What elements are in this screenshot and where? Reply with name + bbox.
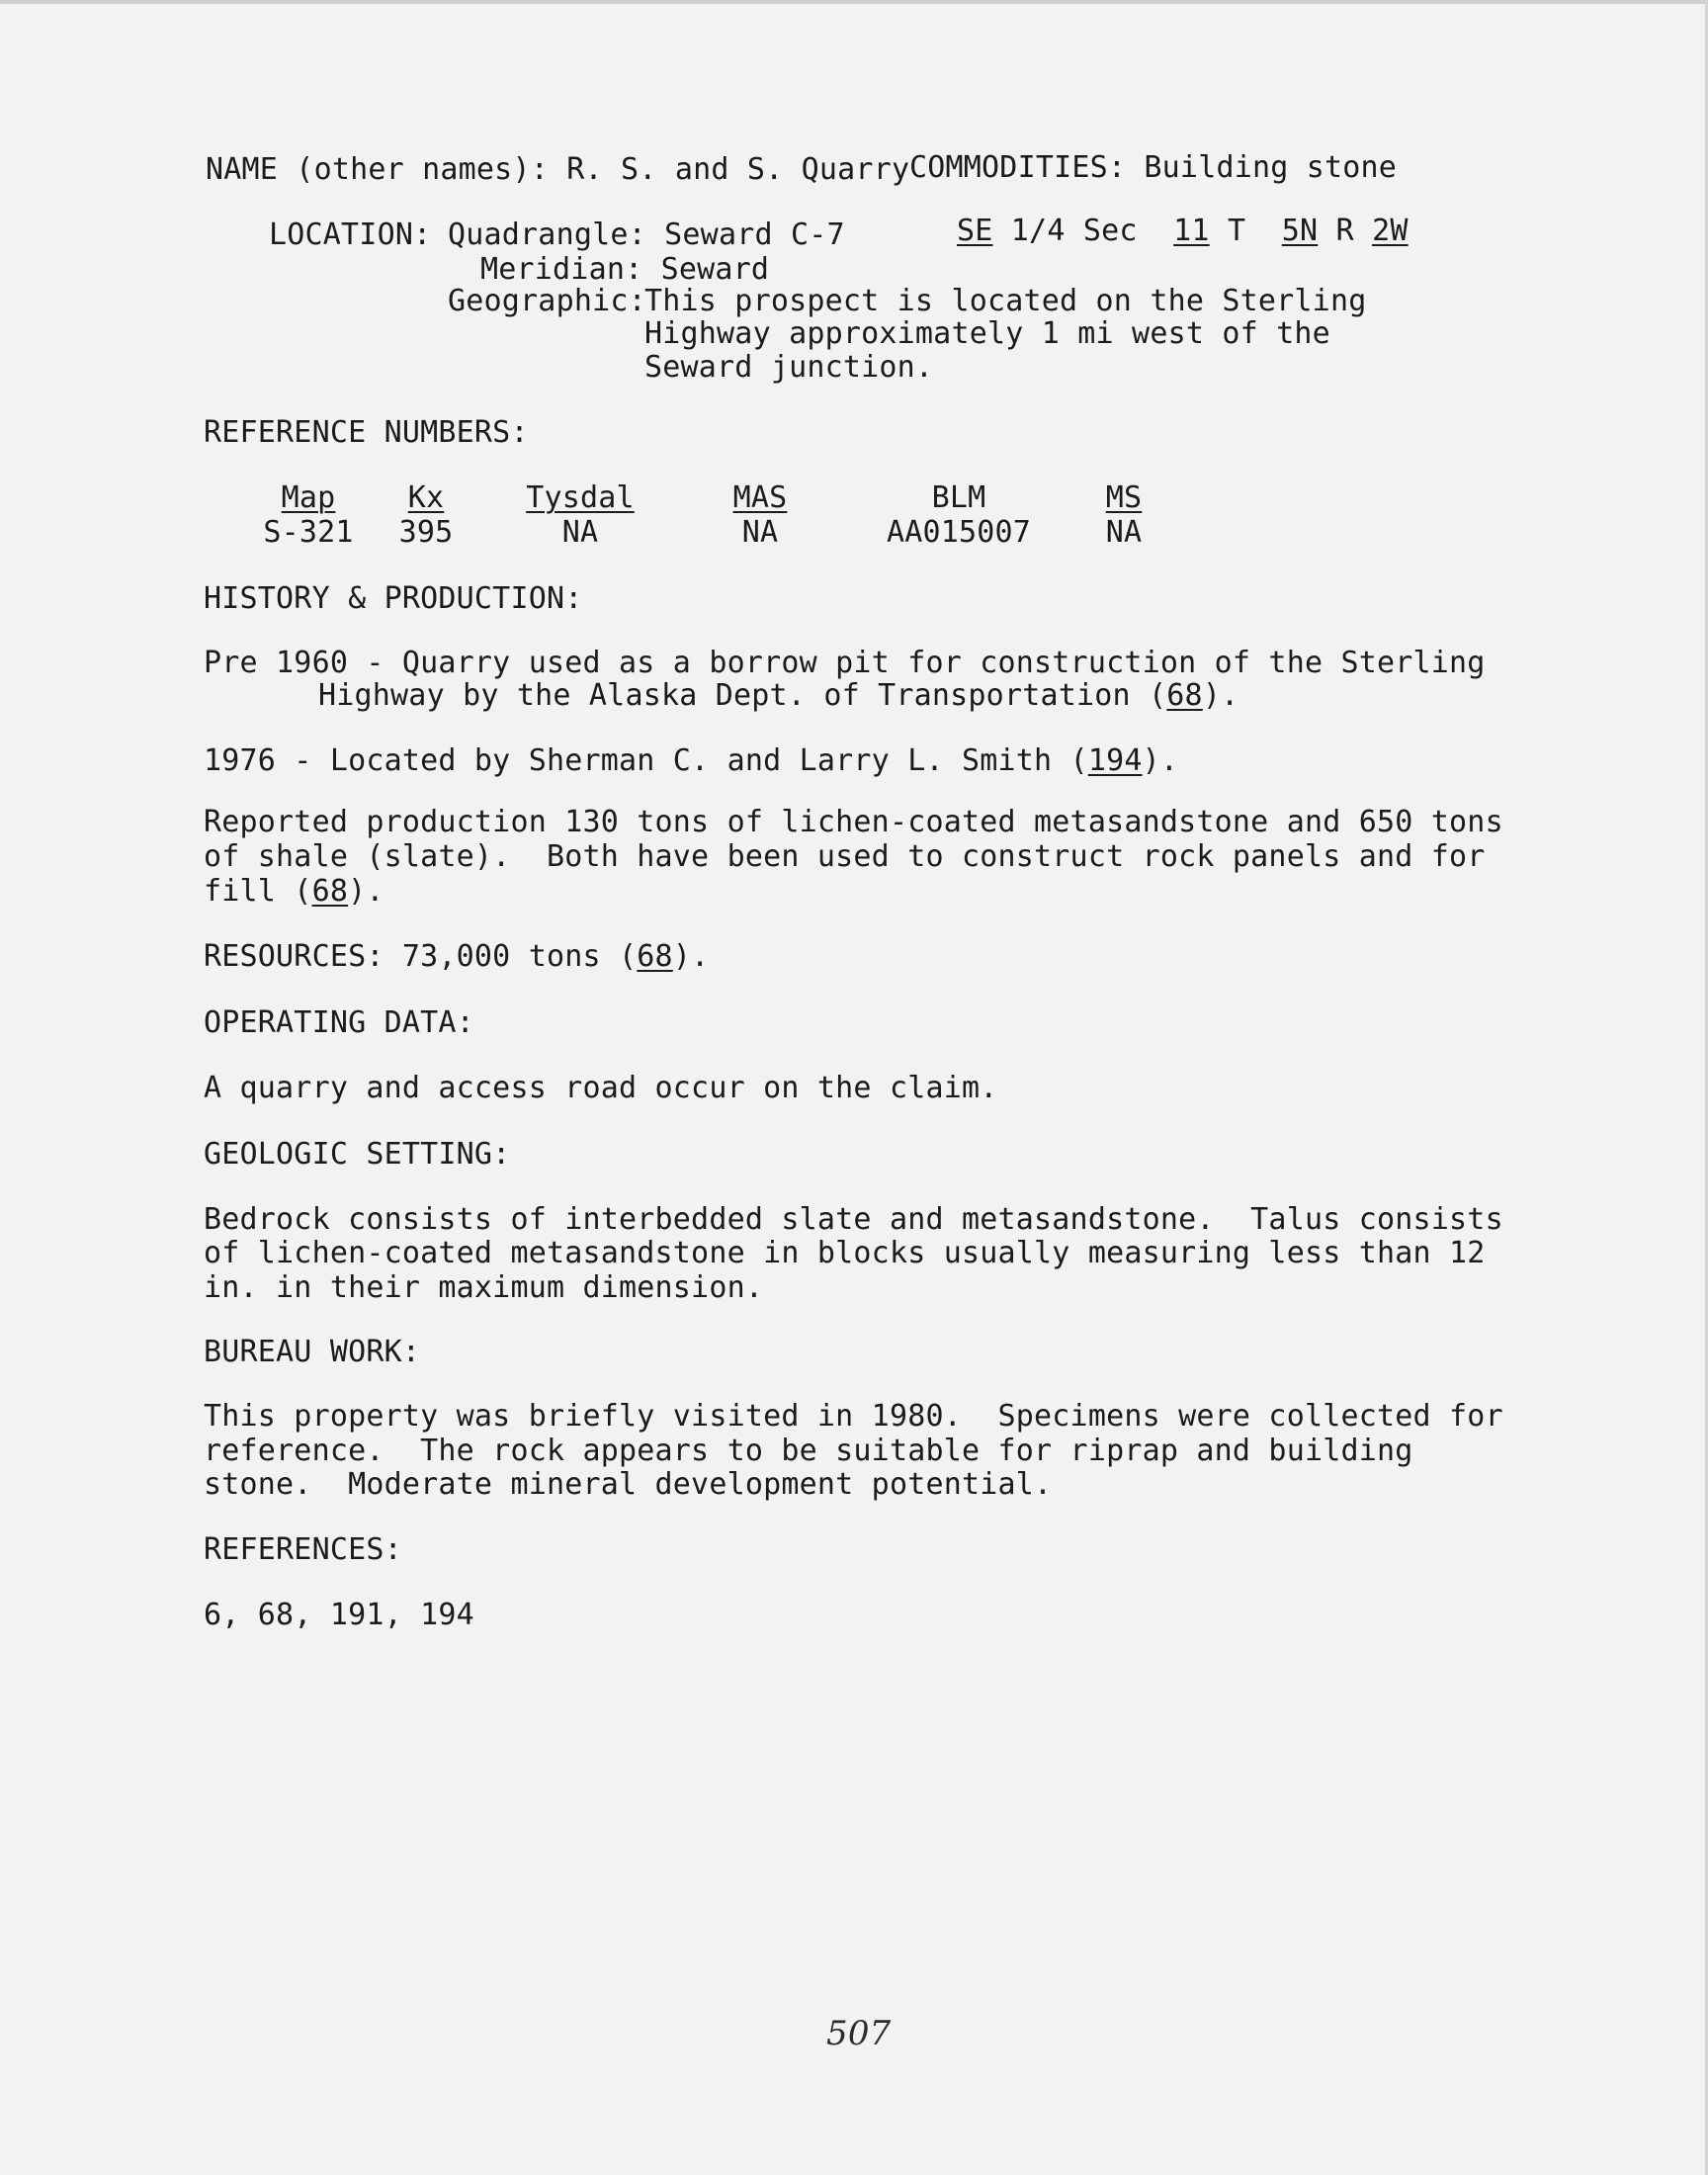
geologic-line-2: of lichen-coated metasandstone in blocks usually measuring less than 12 bbox=[204, 1236, 1486, 1270]
ref-col-blm bbox=[878, 480, 1040, 550]
operating-heading: OPERATING DATA: bbox=[204, 1005, 474, 1040]
scan-edge-top bbox=[0, 0, 1708, 4]
geographic-label: Geographic: bbox=[448, 284, 646, 318]
geologic-line-3: in. in their maximum dimension. bbox=[204, 1270, 764, 1305]
ref-col-value: 395 bbox=[398, 515, 454, 550]
ref-col-ms bbox=[1089, 480, 1158, 550]
ref-col-tysdal bbox=[520, 480, 640, 550]
commodities-label: COMMODITIES: bbox=[909, 150, 1127, 185]
ref-col-header: Kx bbox=[407, 480, 445, 515]
history-p3-text: fill ( bbox=[204, 874, 312, 909]
history-p2-text: 1976 - Located by Sherman C. and Larry L. Smith ( bbox=[204, 743, 1088, 778]
ref-col-header: Map bbox=[281, 480, 336, 515]
ref-col-value: NA bbox=[561, 515, 599, 550]
resources-line bbox=[204, 939, 709, 974]
bureau-heading: BUREAU WORK: bbox=[204, 1335, 421, 1369]
bureau-line-2: reference. The rock appears to be suitable for riprap and building bbox=[204, 1434, 1413, 1468]
reference-numbers-heading: REFERENCE NUMBERS: bbox=[204, 415, 529, 450]
history-heading: HISTORY & PRODUCTION: bbox=[204, 581, 583, 616]
geographic-line-1: This prospect is located on the Sterling bbox=[644, 284, 1367, 318]
geologic-line-1: Bedrock consists of interbedded slate and metasandstone. Talus consists bbox=[204, 1202, 1503, 1237]
geologic-heading: GEOLOGIC SETTING: bbox=[204, 1137, 511, 1172]
ref-col-value: AA015007 bbox=[886, 515, 1032, 550]
geographic-line-3: Seward junction. bbox=[644, 350, 934, 385]
meridian-value: Seward bbox=[660, 252, 770, 287]
meridian-line bbox=[480, 252, 769, 287]
ref-col-mas bbox=[720, 480, 801, 550]
range-label: R bbox=[1335, 214, 1354, 248]
name-line bbox=[206, 152, 909, 187]
ref-col-kx bbox=[382, 480, 470, 550]
history-p1-ref: 68 bbox=[1166, 678, 1203, 713]
history-p1-text: Highway by the Alaska Dept. of Transportation ( bbox=[318, 678, 1167, 713]
quadrangle-value: Seward C-7 bbox=[664, 218, 845, 252]
references-heading: REFERENCES: bbox=[204, 1532, 402, 1567]
quadrangle-line bbox=[448, 218, 845, 252]
references-text: 6, 68, 191, 194 bbox=[204, 1598, 474, 1632]
bureau-line-3: stone. Moderate mineral development potential. bbox=[204, 1467, 1053, 1502]
history-p1-line-2 bbox=[318, 678, 1238, 713]
section-value: 11 bbox=[1173, 214, 1210, 248]
operating-text: A quarry and access road occur on the claim. bbox=[204, 1071, 998, 1105]
ref-col-header: MS bbox=[1105, 480, 1143, 515]
name-value: R. S. and S. Quarry bbox=[566, 152, 910, 187]
bureau-line-1: This property was briefly visited in 1980. Specimens were collected for bbox=[204, 1399, 1503, 1434]
meridian-label: Meridian: bbox=[480, 252, 643, 287]
resources-ref: 68 bbox=[637, 939, 673, 974]
commodities-value: Building stone bbox=[1144, 150, 1398, 185]
history-p3-end: ). bbox=[348, 874, 384, 909]
ref-col-map bbox=[259, 480, 358, 550]
history-p1-end: ). bbox=[1202, 678, 1239, 713]
township-label: T bbox=[1227, 214, 1246, 248]
range-value: 2W bbox=[1372, 214, 1409, 248]
history-p2-ref: 194 bbox=[1087, 743, 1143, 778]
commodities-line bbox=[909, 150, 1397, 185]
ref-col-header: Tysdal bbox=[526, 480, 635, 515]
history-p3-line-1: Reported production 130 tons of lichen-coated metasandstone and 650 tons bbox=[204, 805, 1503, 839]
history-p3-line-2: of shale (slate). Both have been used to construct rock panels and for bbox=[204, 839, 1486, 874]
history-p3-ref: 68 bbox=[311, 874, 349, 909]
ref-col-header: MAS bbox=[732, 480, 788, 515]
history-p3-line-3 bbox=[204, 874, 384, 909]
resources-end: ). bbox=[672, 939, 710, 974]
quarter-value: SE bbox=[957, 214, 993, 248]
ref-col-value: NA bbox=[1105, 515, 1143, 550]
location-label: LOCATION: bbox=[269, 218, 432, 252]
ref-col-header: BLM bbox=[931, 480, 986, 515]
name-label: NAME (other names): bbox=[206, 152, 549, 187]
plss-line bbox=[957, 214, 1409, 248]
resources-text: RESOURCES: 73,000 tons ( bbox=[204, 939, 638, 974]
ref-col-value: S-321 bbox=[263, 515, 354, 550]
township-value: 5N bbox=[1281, 214, 1319, 248]
history-p2-end: ). bbox=[1142, 743, 1179, 778]
ref-col-value: NA bbox=[741, 515, 779, 550]
history-p2 bbox=[204, 743, 1178, 778]
history-p1-line-1: Pre 1960 - Quarry used as a borrow pit for construction of the Sterling bbox=[204, 646, 1486, 680]
quadrangle-label: Quadrangle: bbox=[448, 218, 646, 252]
quarter-suffix: 1/4 Sec bbox=[1010, 214, 1138, 248]
geographic-line-2: Highway approximately 1 mi west of the bbox=[644, 316, 1330, 351]
page-number: 507 bbox=[826, 2014, 892, 2053]
